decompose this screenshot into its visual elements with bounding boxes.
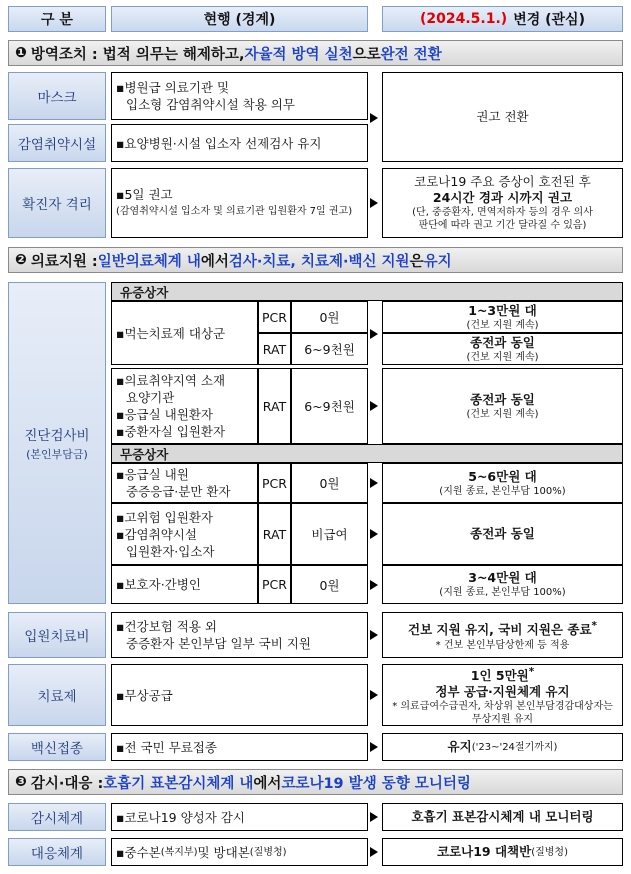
arrow-icon <box>370 329 378 339</box>
mask-current-line-1: ▪병원급 의료기관 및 <box>116 80 230 95</box>
header-current <box>111 6 368 32</box>
section-3-text-d: 코로나19 발생 동향 모니터링 <box>281 775 471 792</box>
response-change-main: 코로나19 대책반 <box>437 844 532 859</box>
r5-target-line-1: ▪보호자·간병인 <box>116 577 201 592</box>
r4-cost-cell <box>291 503 368 565</box>
symptomatic-header-text: 유증상자 <box>120 284 169 300</box>
response-label-text: 대응체계 <box>30 846 84 862</box>
r4-type: RAT <box>262 526 287 542</box>
r2-change-line-2: (건보 지원 계속) <box>466 408 539 420</box>
vaccination-label <box>8 733 106 761</box>
r4-target-cell <box>111 503 258 565</box>
surveillance-current-line: ▪코로나19 양성자 감시 <box>116 809 245 825</box>
r4-type-cell <box>258 503 291 565</box>
isolation-current-line-1: ▪5일 권고 <box>116 187 173 202</box>
r1a-change-line-1: 1~3만원 대 <box>468 302 537 318</box>
inpatient-change-line-2: * 건보 본인부담상한제 등 적용 <box>435 639 570 651</box>
arrow-icon <box>370 478 378 488</box>
surveillance-change-line: 호흡기 표본감시체계 내 모니터링 <box>411 809 594 824</box>
header-change-date: (2024.5.1.) <box>420 11 508 27</box>
mask-vulnerable-change <box>382 72 623 162</box>
arrow-icon <box>370 630 378 640</box>
r4-target-line-2: ▪감염취약시설 <box>116 526 197 542</box>
isolation-current-line-2: (감염취약시설 입소자 및 의료기관 입원환자 7일 권고) <box>116 206 353 217</box>
arrow-icon <box>370 812 378 822</box>
mask-vulnerable-change-text: 권고 전환 <box>476 109 529 124</box>
r3-type-cell <box>258 463 291 503</box>
vulnerable-facilities-current <box>111 124 368 162</box>
section-1-number: ❶ <box>15 45 27 61</box>
arrow-icon <box>370 401 378 411</box>
arrow-icon <box>370 690 378 700</box>
r1a-change-line-2: (건보 지원 계속) <box>466 319 539 331</box>
mask-current-line-2: 입소형 감염취약시설 착용 의무 <box>126 97 295 112</box>
inpatient-change-footnote-mark: * <box>591 620 597 633</box>
r1b-change <box>382 333 623 365</box>
r5-cost-cell <box>291 565 368 604</box>
r3-target-cell <box>111 463 258 503</box>
r1a-cost-cell <box>291 301 368 333</box>
isolation-change <box>382 168 623 238</box>
vulnerable-facilities-current-line: ▪요양병원·시설 입소자 선제검사 유지 <box>116 135 322 151</box>
r1a-cost: 0원 <box>319 310 340 325</box>
r1b-type: RAT <box>262 341 287 357</box>
asymptomatic-header <box>111 444 623 463</box>
r2-cost: 6~9천원 <box>304 399 355 414</box>
r2-change <box>382 368 623 444</box>
section-3-title <box>8 769 623 795</box>
response-label <box>8 838 106 866</box>
r1b-type-cell <box>258 333 291 365</box>
inpatient-current-line-1: ▪건강보험 적용 외 <box>116 619 217 634</box>
vaccination-current-line: ▪전 국민 무료접종 <box>116 739 217 755</box>
section-3-number: ❸ <box>15 774 27 790</box>
treatment-label <box>8 664 106 726</box>
vulnerable-facilities-label <box>8 124 106 162</box>
oral-treatment-target-cell <box>111 301 258 365</box>
response-current-part-2: (복지부) <box>160 846 198 858</box>
r2-cost-cell <box>291 368 368 444</box>
header-category-label: 구 분 <box>41 12 73 28</box>
section-2-title <box>8 247 623 273</box>
r1a-change <box>382 301 623 333</box>
vaccination-change-note: ('23~'24절기까지) <box>471 741 558 753</box>
inpatient-current <box>111 612 368 658</box>
asymptomatic-header-text: 무증상자 <box>120 446 169 462</box>
inpatient-cost-label-text: 입원치료비 <box>24 629 90 645</box>
vulnerable-facilities-label-text: 감염취약시설 <box>17 137 97 153</box>
r1b-cost-cell <box>291 333 368 365</box>
vaccination-label-text: 백신접종 <box>30 741 84 757</box>
arrow-icon <box>370 198 378 208</box>
r5-cost: 0원 <box>319 577 340 593</box>
r2-target-line-4: ▪중환자실 입원환자 <box>116 424 226 439</box>
header-change <box>382 6 623 32</box>
inpatient-change-line-1: 건보 지원 유지, 국비 지원은 종료 <box>408 622 592 638</box>
r3-cost-cell <box>291 463 368 503</box>
r2-change-line-1: 종전과 동일 <box>470 391 535 407</box>
surveillance-label-text: 감시체계 <box>30 811 84 827</box>
r5-change-line-1: 3~4만원 대 <box>468 570 537 585</box>
r4-cost: 비급여 <box>311 527 348 542</box>
section-1-text-c: 으로 <box>352 46 381 63</box>
vaccination-change <box>382 733 623 761</box>
r3-target-line-1: ▪응급실 내원 <box>116 467 189 482</box>
response-current-part-4: (질병청) <box>249 846 287 858</box>
inpatient-cost-label <box>8 612 106 658</box>
response-current-part-3: 및 방대본 <box>197 844 250 860</box>
isolation-label <box>8 168 106 238</box>
r2-target-line-1: ▪의료취약지역 소재 <box>116 373 226 388</box>
oral-treatment-target-text: ▪먹는치료제 대상군 <box>116 325 226 341</box>
section-3-text-b: 호흡기 표본감시체계 내 <box>103 775 254 792</box>
inpatient-current-line-2: 중증환자 본인부담 일부 국비 지원 <box>126 636 311 651</box>
treatment-change-line-1: 1인 5만원 <box>470 668 529 684</box>
response-current <box>111 838 368 866</box>
r3-target-line-2: 중증응급·분만 환자 <box>126 484 231 499</box>
mask-label-text: 마스크 <box>37 90 77 106</box>
arrow-icon <box>370 580 378 590</box>
response-change <box>382 838 623 866</box>
r3-change <box>382 463 623 503</box>
arrow-icon <box>370 529 378 539</box>
section-2-text-c: 에서 <box>200 253 229 270</box>
response-current-part-1: ▪중수본 <box>116 844 161 860</box>
r1b-cost: 6~9천원 <box>304 342 355 357</box>
r3-cost: 0원 <box>319 476 340 491</box>
surveillance-label <box>8 803 106 831</box>
response-change-note: (질병청) <box>531 846 568 858</box>
r5-type-cell <box>258 565 291 604</box>
r1a-type: PCR <box>262 309 287 325</box>
section-1-text-a: 방역조치 : 법적 의무는 해제하고, <box>30 46 245 63</box>
vaccination-current <box>111 733 368 761</box>
section-3-text-a: 감시·대응 : <box>30 775 104 792</box>
r4-target-line-3: 입원환자·입소자 <box>126 543 215 559</box>
section-1-text-d: 완전 전환 <box>380 46 442 63</box>
r5-change-line-2: (지원 종료, 본인부담 100%) <box>439 587 566 598</box>
r2-target-cell <box>111 368 258 444</box>
header-change-label: 변경 (관심) <box>513 12 585 28</box>
r4-target-line-1: ▪고위험 입원환자 <box>116 509 213 525</box>
section-1-title <box>8 40 623 66</box>
section-2-text-a: 의료지원 : <box>30 253 98 270</box>
r1a-type-cell <box>258 301 291 333</box>
section-2-text-b: 일반의료체계 내 <box>97 253 201 270</box>
surveillance-change <box>382 803 623 831</box>
r2-target-line-3: ▪응급실 내원환자 <box>116 407 213 422</box>
r3-change-line-2: (지원 종료, 본인부담 100%) <box>439 485 566 497</box>
r4-change <box>382 503 623 565</box>
r2-type-cell <box>258 368 291 444</box>
isolation-change-line-2: 24시간 경과 시까지 권고 <box>432 190 573 205</box>
symptomatic-header <box>111 282 623 301</box>
treatment-change-line-4: 무상지원 유지 <box>471 714 534 726</box>
mask-label <box>8 72 106 120</box>
arrow-icon <box>370 847 378 857</box>
r5-type: PCR <box>262 577 287 592</box>
section-2-text-d: 검사·치료, 치료제·백신 지원 <box>228 253 410 270</box>
vaccination-change-main: 유지 <box>447 739 472 754</box>
treatment-label-text: 치료제 <box>37 689 77 705</box>
r1b-change-line-1: 종전과 동일 <box>470 334 535 350</box>
header-category <box>8 6 106 32</box>
surveillance-current <box>111 803 368 831</box>
diagnostic-cost-label <box>8 282 106 604</box>
isolation-change-line-3: (단, 중증환자, 면역저하자 등의 경우 의사 <box>412 207 593 218</box>
section-2-number: ❷ <box>15 252 27 268</box>
treatment-change-line-2: 정부 공급·지원체계 유지 <box>435 684 570 700</box>
r3-type: PCR <box>262 475 287 491</box>
section-3-text-c: 에서 <box>253 775 282 792</box>
r2-target-line-2: 요양기관 <box>126 390 175 405</box>
treatment-current-line: ▪무상공급 <box>116 687 173 703</box>
r2-type: RAT <box>262 398 287 414</box>
diagnostic-cost-label-sub: (본인부담금) <box>26 448 88 461</box>
treatment-change <box>382 664 623 726</box>
diagnostic-cost-label-text: 진단검사비 <box>24 428 90 444</box>
treatment-change-line-3: * 의료급여수급권자, 차상위 본인부담경감대상자는 <box>392 701 613 713</box>
r4-change-line-1: 종전과 동일 <box>470 526 535 541</box>
r5-target-cell <box>111 565 258 604</box>
treatment-current <box>111 664 368 726</box>
r3-change-line-1: 5~6만원 대 <box>468 468 537 484</box>
arrow-icon <box>370 742 378 752</box>
inpatient-change <box>382 612 623 658</box>
header-current-label: 현행 (경계) <box>203 12 276 28</box>
section-2-text-f: 유지 <box>423 253 452 270</box>
treatment-change-footnote-mark: * <box>528 665 535 678</box>
isolation-current <box>111 168 368 238</box>
isolation-change-line-4: 판단에 따라 권고 기간 달라질 수 있음) <box>418 220 587 231</box>
section-1-text-b: 자율적 방역 실천 <box>244 46 353 63</box>
r1b-change-line-2: (건보 지원 계속) <box>466 351 539 363</box>
isolation-label-text: 확진자 격리 <box>22 197 92 213</box>
r5-change <box>382 565 623 604</box>
arrow-icon <box>370 113 378 123</box>
section-2-text-e: 은 <box>409 253 424 270</box>
isolation-change-line-1: 코로나19 주요 증상이 호전된 후 <box>414 174 591 189</box>
mask-current <box>111 72 368 120</box>
